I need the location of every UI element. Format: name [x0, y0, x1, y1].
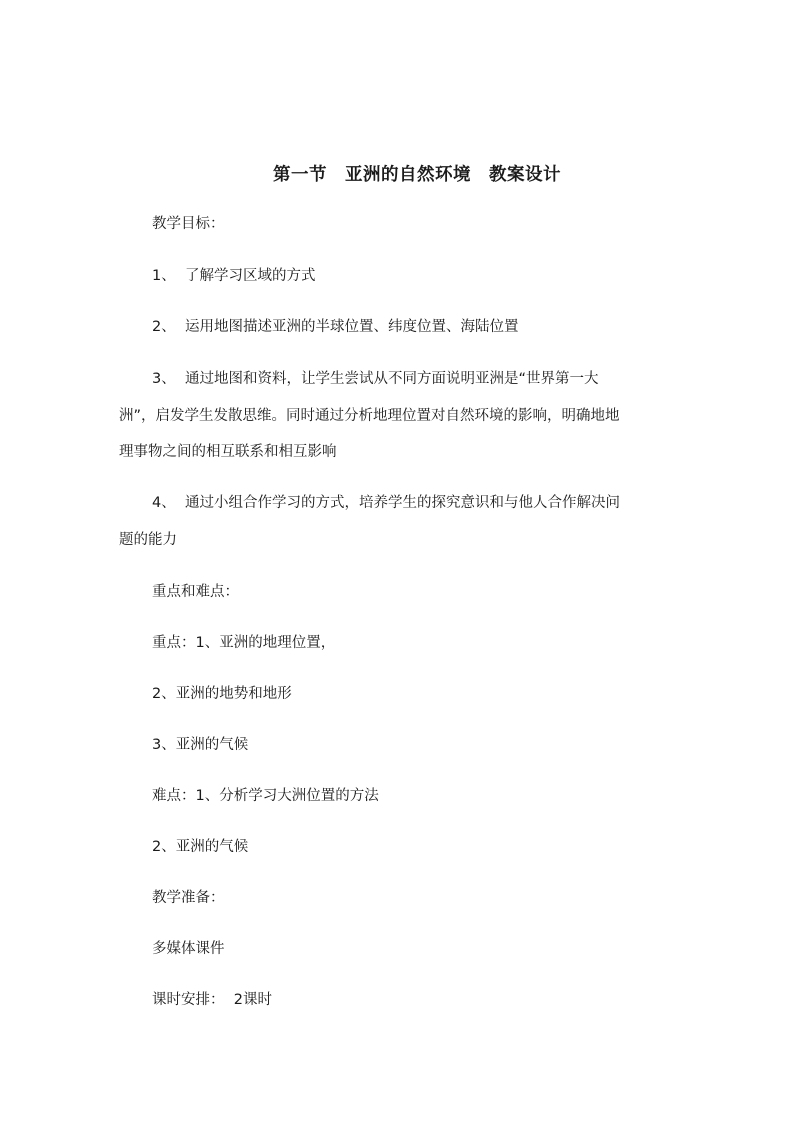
key-points-heading: 重点和难点： — [152, 584, 239, 600]
difficult-point-2: 2、亚洲的气候 — [152, 839, 249, 855]
page-title: 第一节 亚洲的自然环境 教案设计 — [273, 165, 561, 185]
difficult-point-1: 难点：1、分析学习大洲位置的方法 — [152, 788, 379, 804]
preparation-heading: 教学准备： — [152, 890, 225, 906]
objectives-heading: 教学目标： — [152, 216, 225, 232]
objective-1: 1、 了解学习区域的方式 — [152, 268, 316, 284]
schedule-line: 课时安排： 2课时 — [152, 992, 272, 1008]
objective-2: 2、 运用地图描述亚洲的半球位置、纬度位置、海陆位置 — [152, 319, 519, 335]
objective-3-line-3: 理事物之间的相互联系和相互影响 — [119, 444, 337, 460]
objective-4-line-1: 4、 通过小组合作学习的方式，培养学生的探究意识和与他人合作解决问 — [152, 495, 620, 511]
key-point-3: 3、亚洲的气候 — [152, 737, 249, 753]
key-point-2: 2、亚洲的地势和地形 — [152, 686, 292, 702]
objective-4-line-2: 题的能力 — [119, 532, 177, 548]
objective-3-line-1: 3、 通过地图和资料，让学生尝试从不同方面说明亚洲是“世界第一大 — [152, 371, 599, 387]
preparation-item: 多媒体课件 — [152, 941, 225, 957]
objective-3-line-2: 洲”，启发学生发散思维。同时通过分析地理位置对自然环境的影响，明确地地 — [119, 408, 620, 424]
key-point-1: 重点：1、亚洲的地理位置， — [152, 635, 336, 651]
